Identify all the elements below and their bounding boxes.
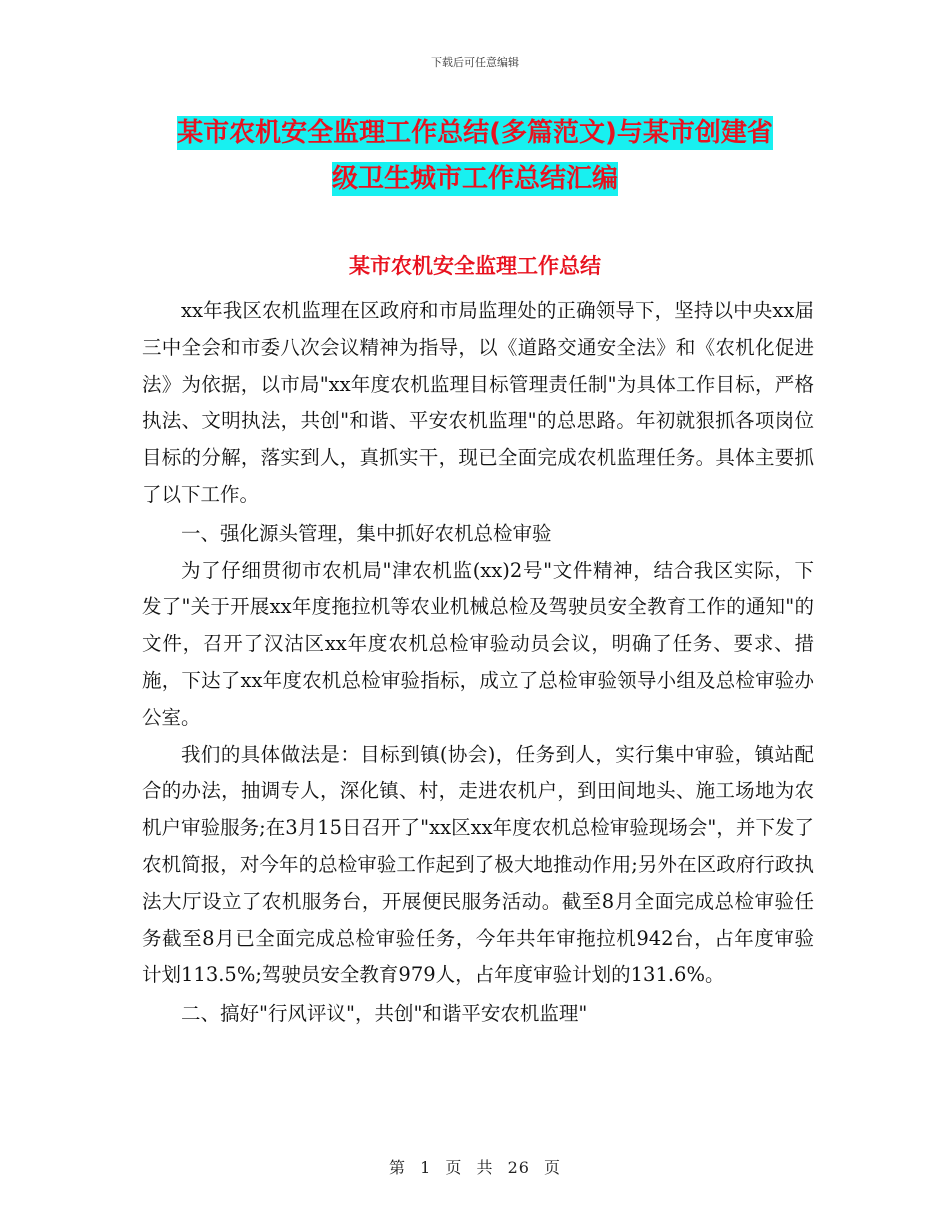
header-note: 下载后可任意编辑 (431, 56, 519, 69)
footer-total-pages: 26 (507, 1158, 530, 1177)
paragraph-heading-2: 二、搞好"行风评议"，共创"和谐平安农机监理" (181, 1002, 588, 1026)
title-line-1-text: 某市农机安全监理工作总结(多篇范文)与某市创建省 (177, 118, 773, 148)
footer-current-page: 1 (420, 1158, 432, 1177)
title-line-2-text: 级卫生城市工作总结汇编 (331, 164, 618, 194)
footer-label-ye: 页 (445, 1158, 463, 1177)
paragraph-body-1: 为了仔细贯彻市农机局"津农机监(xx)2号"文件精神，结合我区实际，下发了"关于开展xx年度拖拉机等农业机械总检及驾驶员安全教育工作的通知"的文件，召开了汉沽区xx年度农机总检审验动员会议，明确了任务、要求、措施，下达了xx年度农机总检审验指标，成立了总检审验领导小组及总检审验办公室。 (142, 558, 814, 729)
paragraph-heading-1: 一、强化源头管理，集中抓好农机总检审验 (181, 521, 552, 545)
paragraph-body-2: 我们的具体做法是：目标到镇(协会)，任务到人，实行集中审验，镇站配合的办法，抽调专人，深化镇、村，走进农机户，到田间地头、施工场地为农机户审验服务;在3月15日召开了"xx区xx年度农机总检审验现场会"，并下发了农机简报，对今年的总检审验工作起到了极大地推动作用;另外在区政府行政执法大厅设立了农机服务台，开展便民服务活动。截至8月全面完成总检审验任务截至8月已全面完成总检审验任务，今年共年审拖拉机942台，占年度审验计划113.5%;驾驶员安全教育979人，占年度审验计划的131.6%。 (142, 742, 814, 987)
paragraph-intro: xx年我区农机监理在区政府和市局监理处的正确领导下，坚持以中央xx届三中全会和市委八次会议精神为指导，以《道路交通安全法》和《农机化促进法》为依据，以市局"xx年度农机监理目标管理责任制"为具体工作目标，严格执法、文明执法，共创"和谐、平安农机监理"的总思路。年初就狠抓各项岗位目标的分解，落实到人，真抓实干，现已全面完成农机监理任务。具体主要抓了以下工作。 (142, 299, 814, 506)
footer-label-ye2: 页 (544, 1158, 562, 1177)
document-title (0, 110, 950, 202)
title-line-1 (0, 110, 950, 156)
footer-label-total: 共 (476, 1158, 494, 1177)
section-title: 某市农机安全监理工作总结 (349, 254, 601, 278)
footer-label-page: 第 (388, 1158, 406, 1177)
body-text (142, 293, 814, 1033)
page-footer (0, 1155, 950, 1178)
title-line-2 (0, 156, 950, 202)
